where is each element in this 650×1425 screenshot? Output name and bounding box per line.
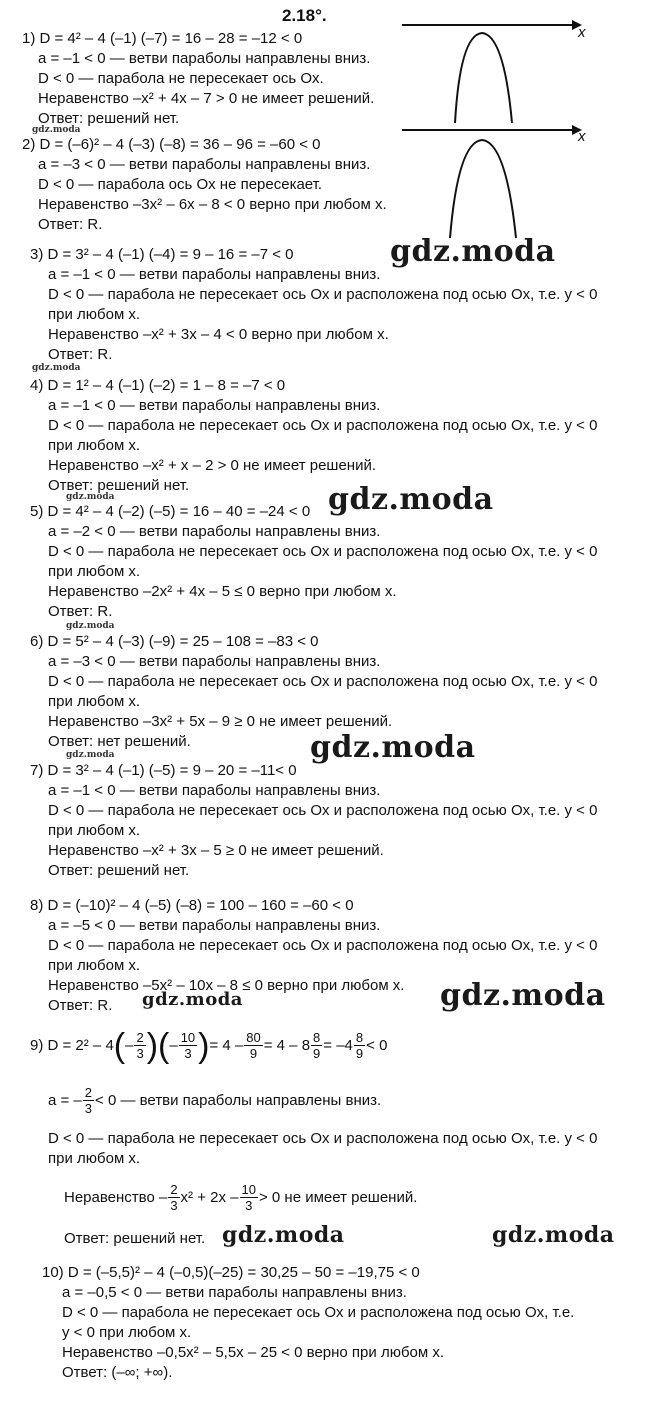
- watermark-small: gdz.moda: [32, 363, 81, 373]
- line: Ответ: решений нет.: [38, 110, 180, 127]
- problem-9-discriminant: 9) D = 2² – 4 ( – $\frac{2}{3}$ )( – $\frac{10}{3}$ ) = 4 – $\frac{80}{9}$ = 4 – 8 $\frac{8}{9}$ = –4 $\frac{8}{9}$ < 0: [30, 1026, 388, 1065]
- line: при любом x.: [48, 957, 141, 974]
- fraction: $\frac{8}{9}$: [355, 1030, 364, 1061]
- text: = 4 – 8: [263, 1037, 311, 1054]
- line: 3) D = 3² – 4 (–1) (–4) = 9 – 16 = –7 < 0: [30, 246, 294, 263]
- line: Ответ: R.: [48, 997, 113, 1014]
- line: Неравенство –x² + 3x – 4 < 0 верно при любом x.: [48, 326, 389, 343]
- line: при любом x.: [48, 1150, 141, 1167]
- line: D < 0 — парабола не пересекает ось Ox и расположена под осью Ox, т.е. y < 0: [48, 417, 598, 434]
- line: при любом x.: [48, 306, 141, 323]
- line: D < 0 — парабола не пересекает ось Ox и расположена под осью Ox, т.е. y < 0: [48, 937, 598, 954]
- line: a = –2 < 0 — ветви параболы направлены вниз.: [48, 523, 381, 540]
- line: a = –1 < 0 — ветви параболы направлены вниз.: [38, 50, 371, 67]
- line: Неравенство –0,5x² – 5,5x – 25 < 0 верно при любом x.: [62, 1344, 445, 1361]
- line: при любом x.: [48, 693, 141, 710]
- line: Неравенство –5x² – 10x – 8 ≤ 0 верно при любом x.: [48, 977, 405, 994]
- line: Ответ: решений нет.: [48, 477, 190, 494]
- line: D < 0 — парабола ось Ox не пересекает.: [38, 176, 323, 193]
- line: Неравенство –x² + 3x – 5 ≥ 0 не имеет решений.: [48, 842, 384, 859]
- watermark-small: gdz.moda: [66, 750, 115, 760]
- x-axis-label-2: x: [578, 128, 586, 145]
- problem-9-a-line: a = – $\frac{2}{3}$ < 0 — ветви параболы направлены вниз.: [48, 1085, 382, 1116]
- text: = –4: [323, 1037, 353, 1054]
- line: 1) D = 4² – 4 (–1) (–7) = 16 – 28 = –12 < 0: [22, 30, 303, 47]
- watermark-medium: gdz.moda: [222, 1222, 345, 1248]
- line: Неравенство –2x² + 4x – 5 ≤ 0 верно при любом x.: [48, 583, 397, 600]
- watermark-small: gdz.moda: [66, 492, 115, 502]
- line: a = –0,5 < 0 — ветви параболы направлены вниз.: [62, 1284, 407, 1301]
- line: y < 0 при любом x.: [62, 1324, 192, 1341]
- line: Ответ: R.: [48, 603, 113, 620]
- text: < 0: [366, 1037, 388, 1054]
- line: D < 0 — парабола не пересекает ось Ox и расположена под осью Ox, т.е. y < 0: [48, 673, 598, 690]
- line: Ответ: решений нет.: [64, 1230, 206, 1247]
- line: 8) D = (–10)² – 4 (–5) (–8) = 100 – 160 = –60 < 0: [30, 897, 354, 914]
- watermark-small: gdz.moda: [66, 621, 115, 631]
- line: D < 0 — парабола не пересекает ось Ox и расположена под осью Ox, т.е. y < 0: [48, 543, 598, 560]
- parabola-graph-1: [400, 15, 600, 125]
- line: Неравенство –3x² + 5x – 9 ≥ 0 не имеет решений.: [48, 713, 393, 730]
- x-axis-label-1: x: [578, 24, 586, 41]
- line: при любом x.: [48, 437, 141, 454]
- watermark-small: gdz.moda: [32, 125, 81, 135]
- fraction: $\frac{2}{3}$: [84, 1085, 93, 1116]
- line: D < 0 — парабола не пересекает ось Ox и расположена под осью Ox, т.е. y < 0: [48, 1130, 598, 1147]
- line: Ответ: R.: [38, 216, 103, 233]
- line: при любом x.: [48, 822, 141, 839]
- line: Ответ: R.: [48, 346, 113, 363]
- text: 9) D = 2² – 4: [30, 1037, 114, 1054]
- text: = 4 –: [209, 1037, 244, 1054]
- page-title: 2.18°.: [282, 6, 327, 25]
- line: D < 0 — парабола не пересекает ось Ox и расположена под осью Ox, т.е. y < 0: [48, 286, 598, 303]
- line: a = –3 < 0 — ветви параболы направлены вниз.: [38, 156, 371, 173]
- line: 6) D = 5² – 4 (–3) (–9) = 25 – 108 = –83 < 0: [30, 633, 319, 650]
- line: Ответ: (–∞; +∞).: [62, 1364, 173, 1381]
- fraction: $\frac{10}{3}$: [241, 1182, 256, 1213]
- line: 7) D = 3² – 4 (–1) (–5) = 9 – 20 = –11< 0: [30, 762, 297, 779]
- line: 2) D = (–6)² – 4 (–3) (–8) = 36 – 96 = –60 < 0: [22, 136, 321, 153]
- fraction: $\frac{2}{3}$: [136, 1030, 144, 1061]
- line: a = –5 < 0 — ветви параболы направлены вниз.: [48, 917, 381, 934]
- watermark-medium: gdz.moda: [492, 1222, 615, 1248]
- fraction: $\frac{2}{3}$: [170, 1182, 178, 1213]
- watermark-large: gdz.moda: [440, 978, 606, 1013]
- line: Неравенство –x² + 4x – 7 > 0 не имеет решений.: [38, 90, 375, 107]
- line: a = –1 < 0 — ветви параболы направлены вниз.: [48, 266, 381, 283]
- watermark-medium: gdz.moda: [142, 989, 243, 1010]
- line: D < 0 — парабола не пересекает ось Ox и расположена под осью Ox, т.е.: [62, 1304, 575, 1321]
- line: 10) D = (–5,5)² – 4 (–0,5)(–25) = 30,25 – 50 = –19,75 < 0: [42, 1264, 420, 1281]
- line: a = –1 < 0 — ветви параболы направлены вниз.: [48, 782, 381, 799]
- line: Ответ: нет решений.: [48, 733, 191, 750]
- fraction: $\frac{10}{3}$: [180, 1030, 196, 1061]
- line: Неравенство –3x² – 6x – 8 < 0 верно при любом x.: [38, 196, 387, 213]
- line: при любом x.: [48, 563, 141, 580]
- line: 4) D = 1² – 4 (–1) (–2) = 1 – 8 = –7 < 0: [30, 377, 286, 394]
- line: 5) D = 4² – 4 (–2) (–5) = 16 – 40 = –24 < 0: [30, 503, 311, 520]
- line: Неравенство –x² + x – 2 > 0 не имеет решений.: [48, 457, 377, 474]
- fraction: $\frac{80}{9}$: [246, 1030, 261, 1061]
- line: a = –1 < 0 — ветви параболы направлены вниз.: [48, 397, 381, 414]
- watermark-large: gdz.moda: [328, 482, 494, 517]
- line: D < 0 — парабола не пересекает ось Ox.: [38, 70, 324, 87]
- parabola-graph-2: [400, 120, 600, 240]
- line: Ответ: решений нет.: [48, 862, 190, 879]
- watermark-large: gdz.moda: [390, 234, 556, 269]
- line: D < 0 — парабола не пересекает ось Ox и расположена под осью Ox, т.е. y < 0: [48, 802, 598, 819]
- watermark-large: gdz.moda: [310, 730, 476, 765]
- fraction: $\frac{8}{9}$: [313, 1030, 321, 1061]
- line: a = –3 < 0 — ветви параболы направлены вниз.: [48, 653, 381, 670]
- problem-9-inequality: Неравенство – $\frac{2}{3}$ x² + 2x – $\frac{10}{3}$ > 0 не имеет решений.: [64, 1182, 418, 1213]
